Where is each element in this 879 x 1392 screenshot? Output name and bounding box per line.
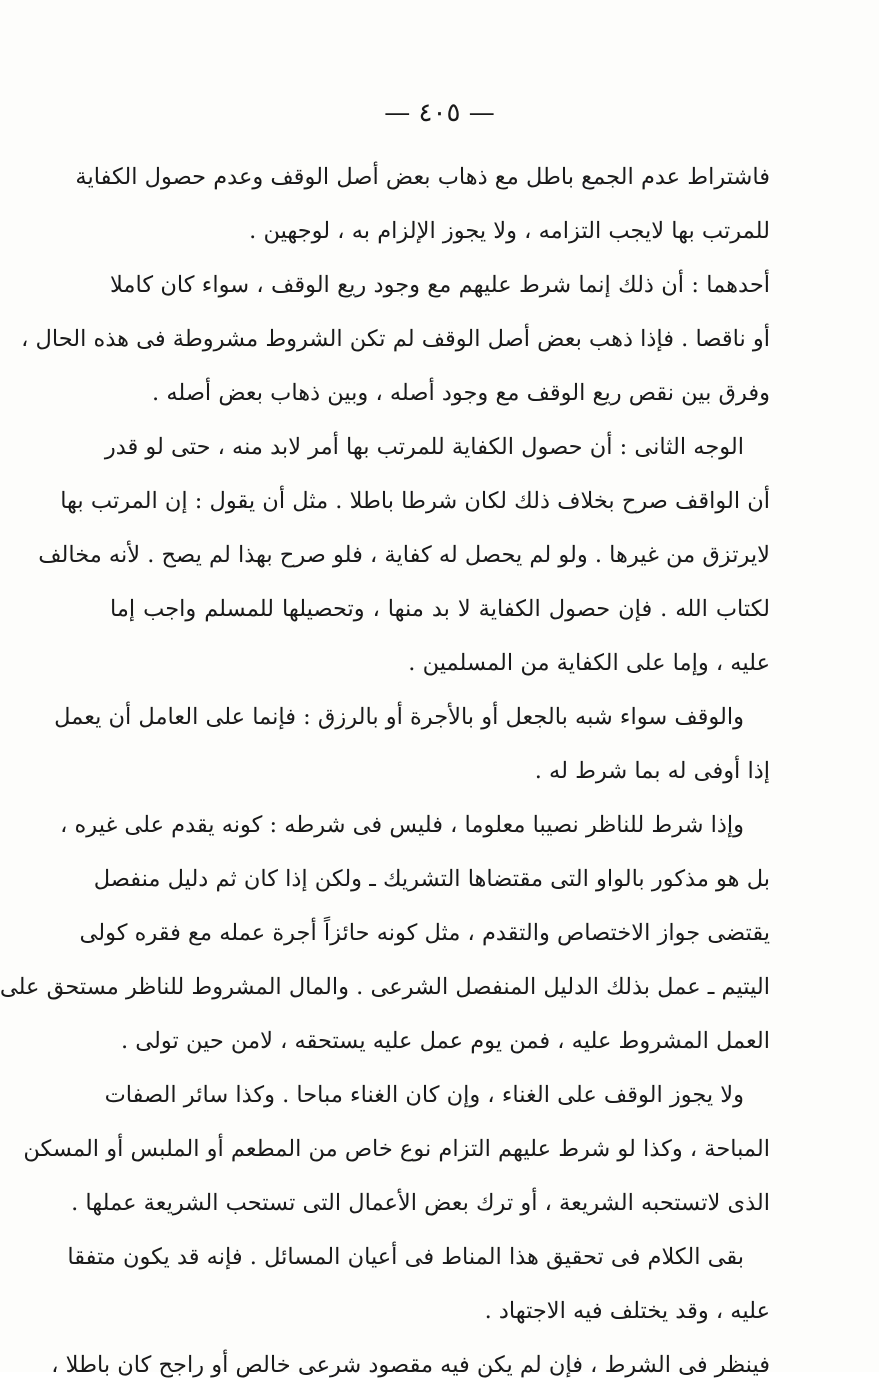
body-text — [0, 150, 770, 1392]
text-line: أحدهما : أن ذلك إنما شرط عليهم مع وجود ريع الوقف ، سواء كان كاملا — [110, 272, 770, 298]
text-line: بقى الكلام فى تحقيق هذا المناط فى أعيان المسائل . فإنه قد يكون متفقا — [67, 1244, 744, 1270]
text-line: العمل المشروط عليه ، فمن يوم عمل عليه يستحقه ، لامن حين تولى . — [121, 1028, 770, 1054]
text-line: أو ناقصا . فإذا ذهب بعض أصل الوقف لم تكن الشروط مشروطة فى هذه الحال ، — [21, 326, 770, 352]
text-line: بل هو مذكور بالواو التى مقتضاها التشريك ـ ولكن إذا كان ثم دليل منفصل — [93, 866, 770, 892]
text-line: فاشتراط عدم الجمع باطل مع ذهاب بعض أصل الوقف وعدم حصول الكفاية — [75, 164, 770, 190]
text-line: اليتيم ـ عمل بذلك الدليل المنفصل الشرعى . والمال المشروط للناظر مستحق على — [0, 974, 770, 1000]
text-line: إذا أوفى له بما شرط له . — [534, 758, 770, 784]
text-line: الذى لاتستحبه الشريعة ، أو ترك بعض الأعمال التى تستحب الشريعة عملها . — [71, 1190, 770, 1216]
text-line: المباحة ، وكذا لو شرط عليهم التزام نوع خاص من المطعم أو الملبس أو المسكن — [23, 1136, 770, 1162]
text-line: فينظر فى الشرط ، فإن لم يكن فيه مقصود شرعى خالص أو راجح كان باطلا ، — [51, 1352, 770, 1378]
text-line: يقتضى جواز الاختصاص والتقدم ، مثل كونه حائزاً أجرة عمله مع فقره كولى — [79, 920, 770, 946]
text-line: لكتاب الله . فإن حصول الكفاية لا بد منها ، وتحصيلها للمسلم واجب إما — [110, 596, 770, 622]
text-line: لايرتزق من غيرها . ولو لم يحصل له كفاية ، فلو صرح بهذا لم يصح . لأنه مخالف — [38, 542, 770, 568]
text-line: وفرق بين نقص ريع الوقف مع وجود أصله ، وبين ذهاب بعض أصله . — [152, 380, 770, 406]
text-line: وإذا شرط للناظر نصيبا معلوما ، فليس فى شرطه : كونه يقدم على غيره ، — [60, 812, 744, 838]
text-line: عليه ، وإما على الكفاية من المسلمين . — [408, 650, 770, 676]
text-line: الوجه الثانى : أن حصول الكفاية للمرتب بها أمر لابد منه ، حتى لو قدر — [104, 434, 744, 460]
text-line: للمرتب بها لايجب التزامه ، ولا يجوز الإلزام به ، لوجهين . — [249, 218, 770, 244]
page-number: — ٤٠٥ — — [384, 98, 495, 128]
text-line: عليه ، وقد يختلف فيه الاجتهاد . — [484, 1298, 770, 1324]
text-line: أن الواقف صرح بخلاف ذلك لكان شرطا باطلا . مثل أن يقول : إن المرتب بها — [60, 488, 770, 514]
text-line: ولا يجوز الوقف على الغناء ، وإن كان الغناء مباحا . وكذا سائر الصفات — [104, 1082, 744, 1108]
text-line: والوقف سواء شبه بالجعل أو بالأجرة أو بالرزق : فإنما على العامل أن يعمل — [54, 704, 744, 730]
